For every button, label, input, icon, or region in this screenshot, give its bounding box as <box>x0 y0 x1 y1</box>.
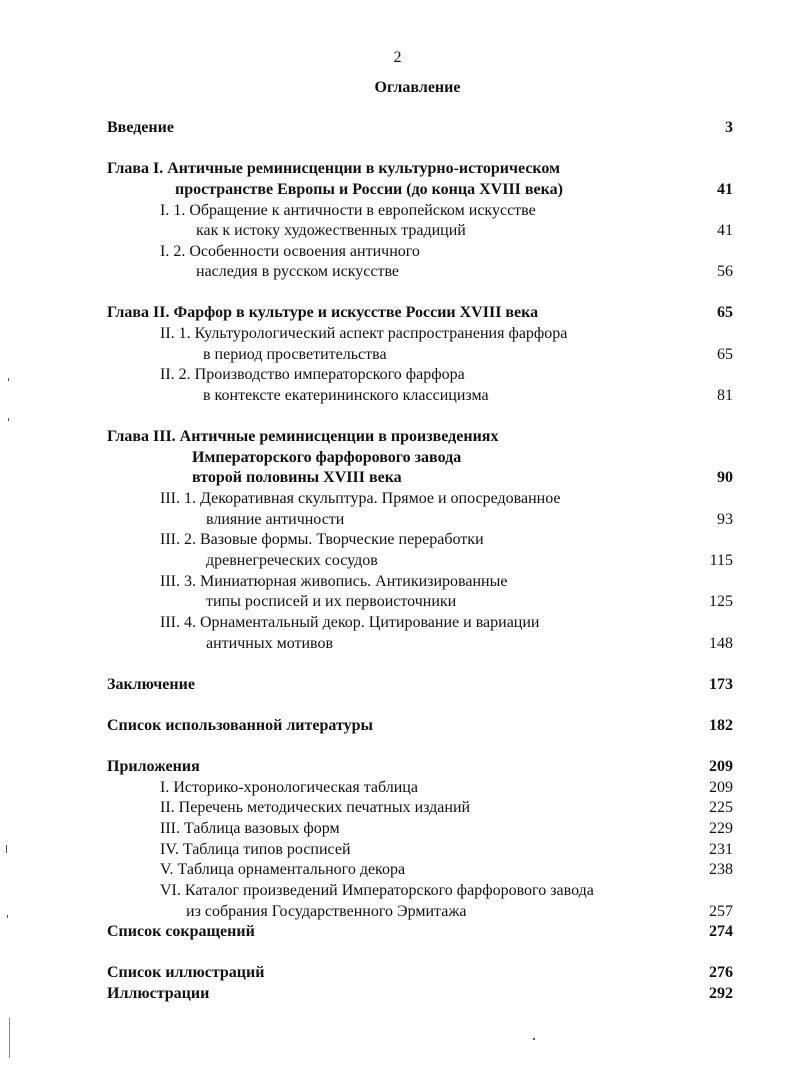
toc-appendix-6-page: 257 <box>709 903 733 920</box>
toc-section-3-3: III. 3. Миниатюрная живопись. Антикизированные <box>160 573 508 590</box>
toc-section-1-2-cont: наследия в русском искусстве <box>196 263 399 280</box>
scan-speck <box>8 418 9 421</box>
toc-abbreviations-page: 274 <box>709 923 733 940</box>
toc-section-2-2-page: 81 <box>717 387 733 404</box>
toc-appendix-4: IV. Таблица типов росписей <box>160 841 351 858</box>
toc-literature: Список использованной литературы <box>107 717 373 734</box>
toc-appendix-1-page: 209 <box>709 779 733 796</box>
toc-appendix-1: I. Историко-хронологическая таблица <box>160 779 418 796</box>
toc-appendix-2: II. Перечень методических печатных изданий <box>160 799 471 816</box>
toc-intro: Введение <box>107 119 174 136</box>
toc-chapter2-title: Глава II. Фарфор в культуре и искусстве России XVIII века <box>107 304 539 321</box>
scan-speck <box>6 845 7 853</box>
toc-section-1-2-page: 56 <box>717 263 733 280</box>
toc-appendix-6: VI. Каталог произведений Императорского фарфорового завода <box>160 882 594 899</box>
toc-conclusion-page: 173 <box>709 676 733 693</box>
toc-conclusion: Заключение <box>107 676 195 693</box>
toc-literature-page: 182 <box>709 717 733 734</box>
scan-speck <box>7 915 8 918</box>
toc-section-3-1-cont: влияние античности <box>206 511 345 528</box>
toc-appendix-3-page: 229 <box>709 820 733 837</box>
toc-section-3-4: III. 4. Орнаментальный декор. Цитирование и вариации <box>160 614 540 631</box>
toc-chapter3-title-cont: Императорского фарфорового завода <box>192 449 462 466</box>
toc-chapter3-title: Глава III. Античные реминисценции в произведениях <box>107 428 499 445</box>
toc-appendix-6-cont: из собрания Государственного Эрмитажа <box>186 903 467 920</box>
toc-appendix-4-page: 231 <box>709 841 733 858</box>
toc-appendix-5: V. Таблица орнаментального декора <box>160 861 406 878</box>
toc-chapter3-page: 90 <box>717 469 733 486</box>
toc-illustrations: Иллюстрации <box>107 985 210 1002</box>
toc-section-3-2: III. 2. Вазовые формы. Творческие переработки <box>160 531 484 548</box>
toc-section-1-1: I. 1. Обращение к античности в европейском искусстве <box>160 202 536 219</box>
toc-section-3-3-cont: типы росписей и их первоисточники <box>206 593 457 610</box>
toc-section-2-1-page: 65 <box>717 346 733 363</box>
toc-section-1-2: I. 2. Особенности освоения античного <box>160 243 420 260</box>
toc-appendix-3: III. Таблица вазовых форм <box>160 820 340 837</box>
toc-chapter1-title-cont: пространстве Европы и России (до конца XVIII века) <box>175 181 563 198</box>
toc-section-1-1-cont: как к истоку художественных традиций <box>196 222 466 239</box>
toc-section-3-4-page: 148 <box>709 635 733 652</box>
toc-appendix-5-page: 238 <box>709 861 733 878</box>
toc-chapter3-title-cont2: второй половины XVIII века <box>192 469 402 486</box>
toc-section-3-4-cont: античных мотивов <box>206 635 334 652</box>
scan-speck <box>533 1038 535 1040</box>
toc-section-2-2-cont: в контексте екатерининского классицизма <box>203 387 489 404</box>
toc-illustrations-list: Список иллюстраций <box>107 964 265 981</box>
toc-title: Оглавление <box>374 79 461 96</box>
toc-section-2-2: II. 2. Производство императорского фарфора <box>160 366 465 383</box>
toc-intro-page: 3 <box>725 119 733 136</box>
toc-chapter1-title: Глава I. Античные реминисценции в культурно-историческом <box>107 160 561 177</box>
toc-section-2-1: II. 1. Культурологический аспект распространения фарфора <box>160 325 568 342</box>
scan-speck <box>9 1018 10 1058</box>
toc-section-1-1-page: 41 <box>717 222 733 239</box>
toc-section-3-1-page: 93 <box>717 511 733 528</box>
toc-illustrations-list-page: 276 <box>709 964 733 981</box>
scan-speck <box>8 378 9 381</box>
toc-section-3-2-page: 115 <box>709 552 733 569</box>
toc-appendix-2-page: 225 <box>709 799 733 816</box>
toc-section-3-1: III. 1. Декоративная скульптура. Прямое и опосредованное <box>160 490 561 507</box>
toc-appendices: Приложения <box>107 758 200 775</box>
toc-section-3-3-page: 125 <box>709 593 733 610</box>
toc-abbreviations: Список сокращений <box>107 923 255 940</box>
toc-appendices-page: 209 <box>709 758 733 775</box>
toc-chapter1-page: 41 <box>717 181 733 198</box>
toc-chapter2-page: 65 <box>717 304 733 321</box>
toc-section-2-1-cont: в период просветительства <box>203 346 387 363</box>
page-number: 2 <box>393 49 402 66</box>
toc-illustrations-page: 292 <box>709 985 733 1002</box>
toc-section-3-2-cont: древнегреческих сосудов <box>206 552 378 569</box>
